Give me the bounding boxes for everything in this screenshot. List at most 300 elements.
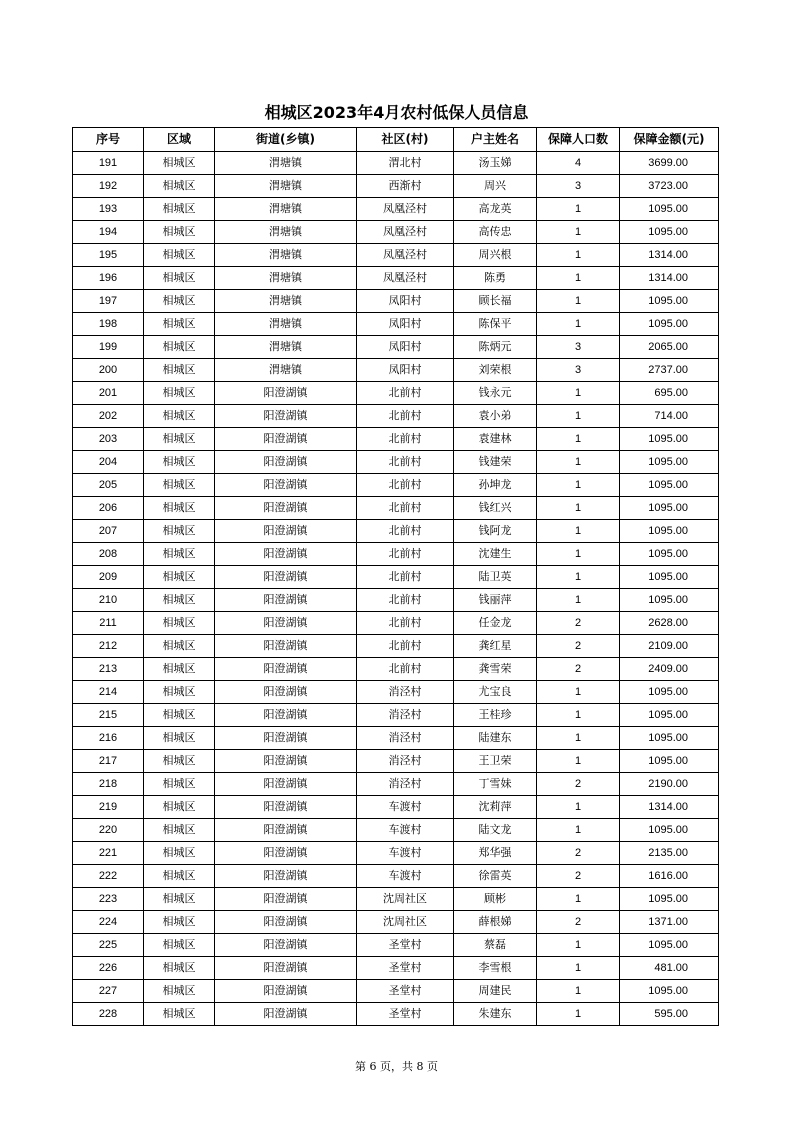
cell-householder: 孙坤龙 xyxy=(454,474,537,497)
cell-index: 219 xyxy=(73,796,144,819)
cell-index: 199 xyxy=(73,336,144,359)
cell-town: 阳澄湖镇 xyxy=(215,428,357,451)
cell-district: 相城区 xyxy=(144,221,215,244)
cell-people-count: 2 xyxy=(537,635,620,658)
cell-index: 204 xyxy=(73,451,144,474)
cell-town: 阳澄湖镇 xyxy=(215,1003,357,1026)
cell-index: 208 xyxy=(73,543,144,566)
cell-householder: 钱建荣 xyxy=(454,451,537,474)
cell-district: 相城区 xyxy=(144,267,215,290)
page-title: 相城区2023年4月农村低保人员信息 xyxy=(264,103,529,122)
header-row xyxy=(73,128,719,152)
cell-district: 相城区 xyxy=(144,612,215,635)
cell-index: 216 xyxy=(73,727,144,750)
table-row xyxy=(73,658,719,681)
cell-index: 200 xyxy=(73,359,144,382)
cell-town: 阳澄湖镇 xyxy=(215,520,357,543)
cell-town: 阳澄湖镇 xyxy=(215,750,357,773)
cell-householder: 朱建东 xyxy=(454,1003,537,1026)
cell-town: 阳澄湖镇 xyxy=(215,612,357,635)
cell-index: 220 xyxy=(73,819,144,842)
cell-town: 阳澄湖镇 xyxy=(215,727,357,750)
cell-town: 渭塘镇 xyxy=(215,175,357,198)
cell-householder: 沈莉萍 xyxy=(454,796,537,819)
table-row xyxy=(73,405,719,428)
cell-village: 西渐村 xyxy=(357,175,454,198)
cell-town: 阳澄湖镇 xyxy=(215,566,357,589)
cell-town: 阳澄湖镇 xyxy=(215,911,357,934)
cell-people-count: 2 xyxy=(537,658,620,681)
cell-amount: 595.00 xyxy=(620,1003,719,1026)
cell-householder: 顾长福 xyxy=(454,290,537,313)
cell-amount: 1616.00 xyxy=(620,865,719,888)
table-row xyxy=(73,543,719,566)
cell-village: 凤凰泾村 xyxy=(357,221,454,244)
cell-district: 相城区 xyxy=(144,497,215,520)
cell-district: 相城区 xyxy=(144,175,215,198)
cell-people-count: 1 xyxy=(537,980,620,1003)
cell-people-count: 1 xyxy=(537,428,620,451)
cell-town: 阳澄湖镇 xyxy=(215,980,357,1003)
cell-village: 车渡村 xyxy=(357,796,454,819)
cell-village: 圣堂村 xyxy=(357,980,454,1003)
cell-district: 相城区 xyxy=(144,198,215,221)
cell-index: 211 xyxy=(73,612,144,635)
cell-index: 202 xyxy=(73,405,144,428)
cell-householder: 陈保平 xyxy=(454,313,537,336)
table-row xyxy=(73,957,719,980)
cell-index: 193 xyxy=(73,198,144,221)
cell-people-count: 2 xyxy=(537,865,620,888)
cell-amount: 1095.00 xyxy=(620,290,719,313)
cell-householder: 薛根娣 xyxy=(454,911,537,934)
cell-town: 阳澄湖镇 xyxy=(215,842,357,865)
cell-amount: 2409.00 xyxy=(620,658,719,681)
cell-index: 206 xyxy=(73,497,144,520)
cell-householder: 高传忠 xyxy=(454,221,537,244)
table-row xyxy=(73,911,719,934)
cell-district: 相城区 xyxy=(144,750,215,773)
cell-people-count: 1 xyxy=(537,543,620,566)
cell-householder: 陈炳元 xyxy=(454,336,537,359)
cell-index: 196 xyxy=(73,267,144,290)
table-row xyxy=(73,221,719,244)
cell-amount: 2065.00 xyxy=(620,336,719,359)
cell-district: 相城区 xyxy=(144,704,215,727)
cell-index: 218 xyxy=(73,773,144,796)
cell-people-count: 1 xyxy=(537,704,620,727)
table-row xyxy=(73,497,719,520)
column-header-amount: 保障金额(元) xyxy=(620,128,719,152)
cell-district: 相城区 xyxy=(144,451,215,474)
cell-amount: 1095.00 xyxy=(620,313,719,336)
cell-district: 相城区 xyxy=(144,244,215,267)
cell-town: 阳澄湖镇 xyxy=(215,704,357,727)
cell-amount: 2628.00 xyxy=(620,612,719,635)
cell-householder: 郑华强 xyxy=(454,842,537,865)
cell-amount: 1095.00 xyxy=(620,543,719,566)
cell-village: 北前村 xyxy=(357,382,454,405)
table-row xyxy=(73,198,719,221)
cell-town: 渭塘镇 xyxy=(215,267,357,290)
cell-householder: 顾彬 xyxy=(454,888,537,911)
cell-district: 相城区 xyxy=(144,727,215,750)
table-row xyxy=(73,681,719,704)
cell-index: 224 xyxy=(73,911,144,934)
data-table xyxy=(72,127,719,1026)
cell-index: 198 xyxy=(73,313,144,336)
cell-amount: 2190.00 xyxy=(620,773,719,796)
cell-index: 201 xyxy=(73,382,144,405)
cell-people-count: 1 xyxy=(537,727,620,750)
cell-village: 凤凰泾村 xyxy=(357,267,454,290)
cell-district: 相城区 xyxy=(144,474,215,497)
cell-village: 北前村 xyxy=(357,405,454,428)
cell-index: 194 xyxy=(73,221,144,244)
cell-town: 阳澄湖镇 xyxy=(215,681,357,704)
cell-amount: 2737.00 xyxy=(620,359,719,382)
cell-village: 北前村 xyxy=(357,658,454,681)
cell-district: 相城区 xyxy=(144,1003,215,1026)
cell-village: 消泾村 xyxy=(357,704,454,727)
table-row xyxy=(73,267,719,290)
table-row xyxy=(73,382,719,405)
cell-district: 相城区 xyxy=(144,773,215,796)
cell-village: 北前村 xyxy=(357,451,454,474)
cell-village: 圣堂村 xyxy=(357,1003,454,1026)
cell-amount: 1095.00 xyxy=(620,980,719,1003)
cell-index: 209 xyxy=(73,566,144,589)
cell-index: 205 xyxy=(73,474,144,497)
cell-town: 阳澄湖镇 xyxy=(215,635,357,658)
cell-people-count: 2 xyxy=(537,842,620,865)
cell-index: 221 xyxy=(73,842,144,865)
cell-people-count: 1 xyxy=(537,405,620,428)
cell-people-count: 2 xyxy=(537,773,620,796)
table-row xyxy=(73,934,719,957)
cell-people-count: 1 xyxy=(537,382,620,405)
cell-index: 215 xyxy=(73,704,144,727)
cell-village: 凤凰泾村 xyxy=(357,244,454,267)
cell-village: 凤阳村 xyxy=(357,336,454,359)
cell-amount: 714.00 xyxy=(620,405,719,428)
cell-district: 相城区 xyxy=(144,842,215,865)
cell-village: 北前村 xyxy=(357,589,454,612)
table-row xyxy=(73,336,719,359)
page-footer: 第 6 页，共 8 页 xyxy=(355,1060,438,1073)
cell-district: 相城区 xyxy=(144,543,215,566)
cell-town: 阳澄湖镇 xyxy=(215,543,357,566)
cell-people-count: 1 xyxy=(537,750,620,773)
cell-amount: 1314.00 xyxy=(620,244,719,267)
cell-district: 相城区 xyxy=(144,888,215,911)
cell-district: 相城区 xyxy=(144,635,215,658)
cell-index: 223 xyxy=(73,888,144,911)
cell-householder: 钱丽萍 xyxy=(454,589,537,612)
column-header-householder: 户主姓名 xyxy=(454,128,537,152)
cell-amount: 2135.00 xyxy=(620,842,719,865)
cell-district: 相城区 xyxy=(144,980,215,1003)
cell-town: 阳澄湖镇 xyxy=(215,451,357,474)
cell-people-count: 3 xyxy=(537,359,620,382)
table-row xyxy=(73,1003,719,1026)
cell-householder: 沈建生 xyxy=(454,543,537,566)
cell-amount: 1095.00 xyxy=(620,198,719,221)
cell-town: 渭塘镇 xyxy=(215,290,357,313)
cell-amount: 1095.00 xyxy=(620,934,719,957)
cell-village: 北前村 xyxy=(357,428,454,451)
cell-index: 195 xyxy=(73,244,144,267)
cell-people-count: 1 xyxy=(537,888,620,911)
cell-town: 渭塘镇 xyxy=(215,313,357,336)
cell-town: 阳澄湖镇 xyxy=(215,773,357,796)
table-row xyxy=(73,980,719,1003)
table-row xyxy=(73,589,719,612)
cell-village: 沈周社区 xyxy=(357,888,454,911)
cell-town: 阳澄湖镇 xyxy=(215,658,357,681)
cell-amount: 695.00 xyxy=(620,382,719,405)
cell-householder: 钱红兴 xyxy=(454,497,537,520)
cell-householder: 刘荣根 xyxy=(454,359,537,382)
cell-householder: 王桂珍 xyxy=(454,704,537,727)
cell-amount: 1095.00 xyxy=(620,474,719,497)
table-row xyxy=(73,727,719,750)
cell-people-count: 1 xyxy=(537,290,620,313)
cell-index: 210 xyxy=(73,589,144,612)
table-row xyxy=(73,428,719,451)
cell-district: 相城区 xyxy=(144,152,215,175)
cell-householder: 任金龙 xyxy=(454,612,537,635)
cell-householder: 陆建东 xyxy=(454,727,537,750)
table-row xyxy=(73,865,719,888)
cell-index: 207 xyxy=(73,520,144,543)
cell-amount: 1095.00 xyxy=(620,520,719,543)
cell-district: 相城区 xyxy=(144,313,215,336)
cell-people-count: 1 xyxy=(537,221,620,244)
cell-town: 阳澄湖镇 xyxy=(215,474,357,497)
cell-amount: 1095.00 xyxy=(620,888,719,911)
cell-people-count: 1 xyxy=(537,451,620,474)
cell-people-count: 4 xyxy=(537,152,620,175)
cell-householder: 汤玉娣 xyxy=(454,152,537,175)
cell-amount: 1095.00 xyxy=(620,589,719,612)
cell-index: 222 xyxy=(73,865,144,888)
cell-people-count: 2 xyxy=(537,911,620,934)
cell-people-count: 3 xyxy=(537,336,620,359)
cell-index: 214 xyxy=(73,681,144,704)
cell-index: 212 xyxy=(73,635,144,658)
cell-index: 191 xyxy=(73,152,144,175)
cell-amount: 1095.00 xyxy=(620,819,719,842)
cell-village: 凤阳村 xyxy=(357,359,454,382)
cell-householder: 李雪根 xyxy=(454,957,537,980)
cell-town: 阳澄湖镇 xyxy=(215,497,357,520)
cell-district: 相城区 xyxy=(144,658,215,681)
cell-amount: 1095.00 xyxy=(620,704,719,727)
cell-town: 渭塘镇 xyxy=(215,152,357,175)
cell-householder: 龚雪荣 xyxy=(454,658,537,681)
cell-amount: 1314.00 xyxy=(620,267,719,290)
cell-amount: 1095.00 xyxy=(620,497,719,520)
cell-amount: 1371.00 xyxy=(620,911,719,934)
column-header-town: 街道(乡镇) xyxy=(215,128,357,152)
cell-village: 消泾村 xyxy=(357,773,454,796)
cell-village: 消泾村 xyxy=(357,750,454,773)
cell-town: 阳澄湖镇 xyxy=(215,589,357,612)
cell-amount: 3699.00 xyxy=(620,152,719,175)
cell-householder: 周兴 xyxy=(454,175,537,198)
table-row xyxy=(73,474,719,497)
cell-town: 渭塘镇 xyxy=(215,359,357,382)
cell-people-count: 3 xyxy=(537,175,620,198)
column-header-people-count: 保障人口数 xyxy=(537,128,620,152)
cell-index: 217 xyxy=(73,750,144,773)
cell-village: 车渡村 xyxy=(357,865,454,888)
cell-index: 228 xyxy=(73,1003,144,1026)
cell-village: 北前村 xyxy=(357,635,454,658)
cell-index: 226 xyxy=(73,957,144,980)
table-row xyxy=(73,750,719,773)
cell-district: 相城区 xyxy=(144,520,215,543)
cell-village: 北前村 xyxy=(357,612,454,635)
table-row xyxy=(73,175,719,198)
cell-town: 阳澄湖镇 xyxy=(215,957,357,980)
cell-householder: 袁建林 xyxy=(454,428,537,451)
table-row xyxy=(73,612,719,635)
cell-amount: 1095.00 xyxy=(620,681,719,704)
table-row xyxy=(73,313,719,336)
cell-village: 消泾村 xyxy=(357,727,454,750)
cell-index: 213 xyxy=(73,658,144,681)
cell-amount: 1314.00 xyxy=(620,796,719,819)
column-header-index: 序号 xyxy=(73,128,144,152)
cell-people-count: 1 xyxy=(537,681,620,704)
cell-district: 相城区 xyxy=(144,934,215,957)
cell-town: 阳澄湖镇 xyxy=(215,796,357,819)
cell-town: 渭塘镇 xyxy=(215,336,357,359)
cell-householder: 陆文龙 xyxy=(454,819,537,842)
cell-householder: 丁雪妹 xyxy=(454,773,537,796)
cell-district: 相城区 xyxy=(144,336,215,359)
cell-town: 阳澄湖镇 xyxy=(215,382,357,405)
cell-district: 相城区 xyxy=(144,359,215,382)
cell-town: 渭塘镇 xyxy=(215,221,357,244)
cell-householder: 陆卫英 xyxy=(454,566,537,589)
table-row xyxy=(73,566,719,589)
cell-village: 车渡村 xyxy=(357,842,454,865)
cell-householder: 徐雷英 xyxy=(454,865,537,888)
cell-district: 相城区 xyxy=(144,957,215,980)
cell-amount: 1095.00 xyxy=(620,566,719,589)
cell-householder: 陈勇 xyxy=(454,267,537,290)
cell-village: 圣堂村 xyxy=(357,957,454,980)
cell-amount: 1095.00 xyxy=(620,428,719,451)
cell-householder: 尤宝良 xyxy=(454,681,537,704)
table-row xyxy=(73,451,719,474)
cell-village: 北前村 xyxy=(357,474,454,497)
cell-village: 凤阳村 xyxy=(357,290,454,313)
table-row xyxy=(73,244,719,267)
cell-people-count: 1 xyxy=(537,267,620,290)
cell-householder: 袁小弟 xyxy=(454,405,537,428)
column-header-district: 区域 xyxy=(144,128,215,152)
cell-householder: 王卫荣 xyxy=(454,750,537,773)
cell-people-count: 1 xyxy=(537,589,620,612)
cell-people-count: 1 xyxy=(537,474,620,497)
cell-town: 阳澄湖镇 xyxy=(215,865,357,888)
cell-village: 北前村 xyxy=(357,497,454,520)
cell-index: 227 xyxy=(73,980,144,1003)
cell-index: 203 xyxy=(73,428,144,451)
column-header-village: 社区(村) xyxy=(357,128,454,152)
cell-people-count: 1 xyxy=(537,934,620,957)
cell-amount: 1095.00 xyxy=(620,750,719,773)
cell-people-count: 1 xyxy=(537,796,620,819)
cell-town: 阳澄湖镇 xyxy=(215,934,357,957)
table-row xyxy=(73,704,719,727)
cell-village: 凤阳村 xyxy=(357,313,454,336)
table-row xyxy=(73,152,719,175)
cell-district: 相城区 xyxy=(144,566,215,589)
cell-village: 北前村 xyxy=(357,543,454,566)
cell-index: 225 xyxy=(73,934,144,957)
table-body xyxy=(73,152,719,1026)
cell-people-count: 1 xyxy=(537,566,620,589)
cell-people-count: 1 xyxy=(537,497,620,520)
cell-householder: 周兴根 xyxy=(454,244,537,267)
table-row xyxy=(73,842,719,865)
table-row xyxy=(73,359,719,382)
cell-householder: 钱永元 xyxy=(454,382,537,405)
cell-village: 北前村 xyxy=(357,566,454,589)
cell-district: 相城区 xyxy=(144,405,215,428)
cell-index: 197 xyxy=(73,290,144,313)
cell-town: 渭塘镇 xyxy=(215,198,357,221)
cell-district: 相城区 xyxy=(144,382,215,405)
cell-district: 相城区 xyxy=(144,681,215,704)
table-row xyxy=(73,290,719,313)
cell-householder: 龚红星 xyxy=(454,635,537,658)
cell-district: 相城区 xyxy=(144,428,215,451)
table-row xyxy=(73,819,719,842)
cell-village: 沈周社区 xyxy=(357,911,454,934)
cell-amount: 2109.00 xyxy=(620,635,719,658)
cell-amount: 1095.00 xyxy=(620,727,719,750)
table-row xyxy=(73,635,719,658)
cell-people-count: 2 xyxy=(537,612,620,635)
cell-village: 圣堂村 xyxy=(357,934,454,957)
table-row xyxy=(73,520,719,543)
cell-town: 阳澄湖镇 xyxy=(215,888,357,911)
cell-people-count: 1 xyxy=(537,819,620,842)
cell-people-count: 1 xyxy=(537,957,620,980)
table-row xyxy=(73,773,719,796)
cell-village: 凤凰泾村 xyxy=(357,198,454,221)
cell-district: 相城区 xyxy=(144,589,215,612)
cell-householder: 高龙英 xyxy=(454,198,537,221)
cell-village: 北前村 xyxy=(357,520,454,543)
cell-district: 相城区 xyxy=(144,865,215,888)
cell-town: 阳澄湖镇 xyxy=(215,819,357,842)
cell-village: 消泾村 xyxy=(357,681,454,704)
cell-amount: 1095.00 xyxy=(620,221,719,244)
cell-people-count: 1 xyxy=(537,520,620,543)
cell-village: 车渡村 xyxy=(357,819,454,842)
cell-householder: 蔡磊 xyxy=(454,934,537,957)
cell-village: 渭北村 xyxy=(357,152,454,175)
cell-district: 相城区 xyxy=(144,290,215,313)
cell-district: 相城区 xyxy=(144,819,215,842)
